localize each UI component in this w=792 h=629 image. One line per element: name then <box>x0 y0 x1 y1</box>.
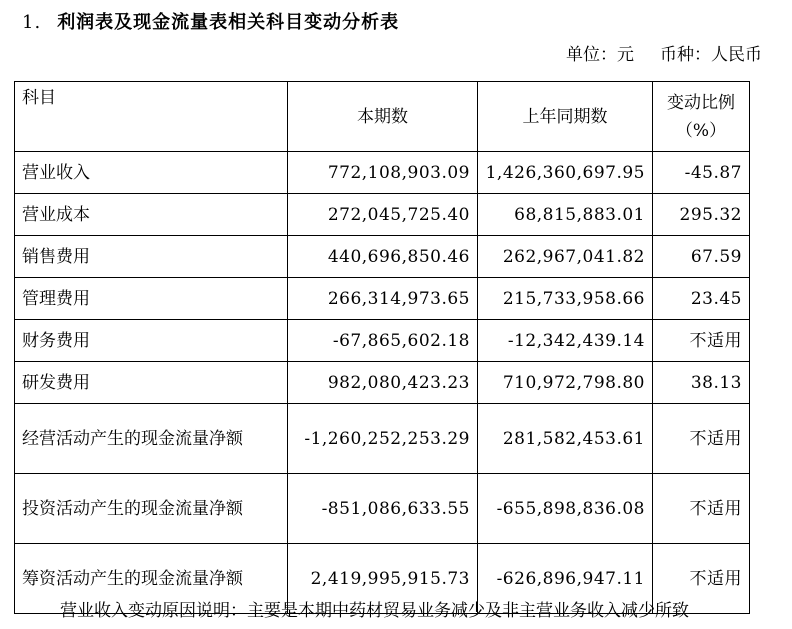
prior-value: 262,967,041.82 <box>478 236 653 278</box>
current-value: 772,108,903.09 <box>288 152 478 194</box>
current-value: -67,865,602.18 <box>288 320 478 362</box>
table-row <box>15 404 750 474</box>
prior-value: 68,815,883.01 <box>478 194 653 236</box>
section-number: 1. <box>22 12 42 33</box>
table-row <box>15 152 750 194</box>
change-ratio: 不适用 <box>653 474 750 544</box>
row-label: 营业收入 <box>15 152 288 194</box>
change-ratio: 23.45 <box>653 278 750 320</box>
table-row <box>15 320 750 362</box>
change-ratio: 不适用 <box>653 544 750 614</box>
current-value: -851,086,633.55 <box>288 474 478 544</box>
prior-value: 215,733,958.66 <box>478 278 653 320</box>
row-label: 管理费用 <box>15 278 288 320</box>
header-prior-period: 上年同期数 <box>478 82 653 152</box>
change-analysis-table <box>14 81 750 614</box>
change-ratio: 295.32 <box>653 194 750 236</box>
table-row <box>15 474 750 544</box>
section-heading <box>22 8 399 34</box>
change-ratio: 不适用 <box>653 404 750 474</box>
row-label: 销售费用 <box>15 236 288 278</box>
change-ratio: 67.59 <box>653 236 750 278</box>
row-label: 筹资活动产生的现金流量净额 <box>15 544 288 614</box>
current-value: 982,080,423.23 <box>288 362 478 404</box>
row-label: 投资活动产生的现金流量净额 <box>15 474 288 544</box>
row-label: 财务费用 <box>15 320 288 362</box>
unit-label: 单位：元 <box>566 45 634 65</box>
change-ratio: 38.13 <box>653 362 750 404</box>
table-row <box>15 278 750 320</box>
prior-value: -626,896,947.11 <box>478 544 653 614</box>
section-title: 利润表及现金流量表相关科目变动分析表 <box>57 12 400 33</box>
prior-value: 281,582,453.61 <box>478 404 653 474</box>
prior-value: 1,426,360,697.95 <box>478 152 653 194</box>
current-value: 2,419,995,915.73 <box>288 544 478 614</box>
prior-value: 710,972,798.80 <box>478 362 653 404</box>
row-label: 研发费用 <box>15 362 288 404</box>
header-change-ratio: 变动比例（%） <box>653 82 750 152</box>
unit-line <box>566 40 762 65</box>
table-row <box>15 236 750 278</box>
cutoff-next-line <box>60 601 750 621</box>
change-ratio: -45.87 <box>653 152 750 194</box>
header-current-period: 本期数 <box>288 82 478 152</box>
change-ratio: 不适用 <box>653 320 750 362</box>
current-value: -1,260,252,253.29 <box>288 404 478 474</box>
current-value: 272,045,725.40 <box>288 194 478 236</box>
currency-label: 币种：人民币 <box>660 45 762 65</box>
table-row <box>15 362 750 404</box>
table-row <box>15 194 750 236</box>
current-value: 266,314,973.65 <box>288 278 478 320</box>
prior-value: -655,898,836.08 <box>478 474 653 544</box>
cutoff-text: 营业收入变动原因说明：主要是本期中药材贸易业务减少及非主营业务收入减少所致 <box>60 601 689 621</box>
table-header-row <box>15 82 750 152</box>
row-label: 经营活动产生的现金流量净额 <box>15 404 288 474</box>
row-label: 营业成本 <box>15 194 288 236</box>
current-value: 440,696,850.46 <box>288 236 478 278</box>
header-item: 科目 <box>15 82 288 152</box>
prior-value: -12,342,439.14 <box>478 320 653 362</box>
